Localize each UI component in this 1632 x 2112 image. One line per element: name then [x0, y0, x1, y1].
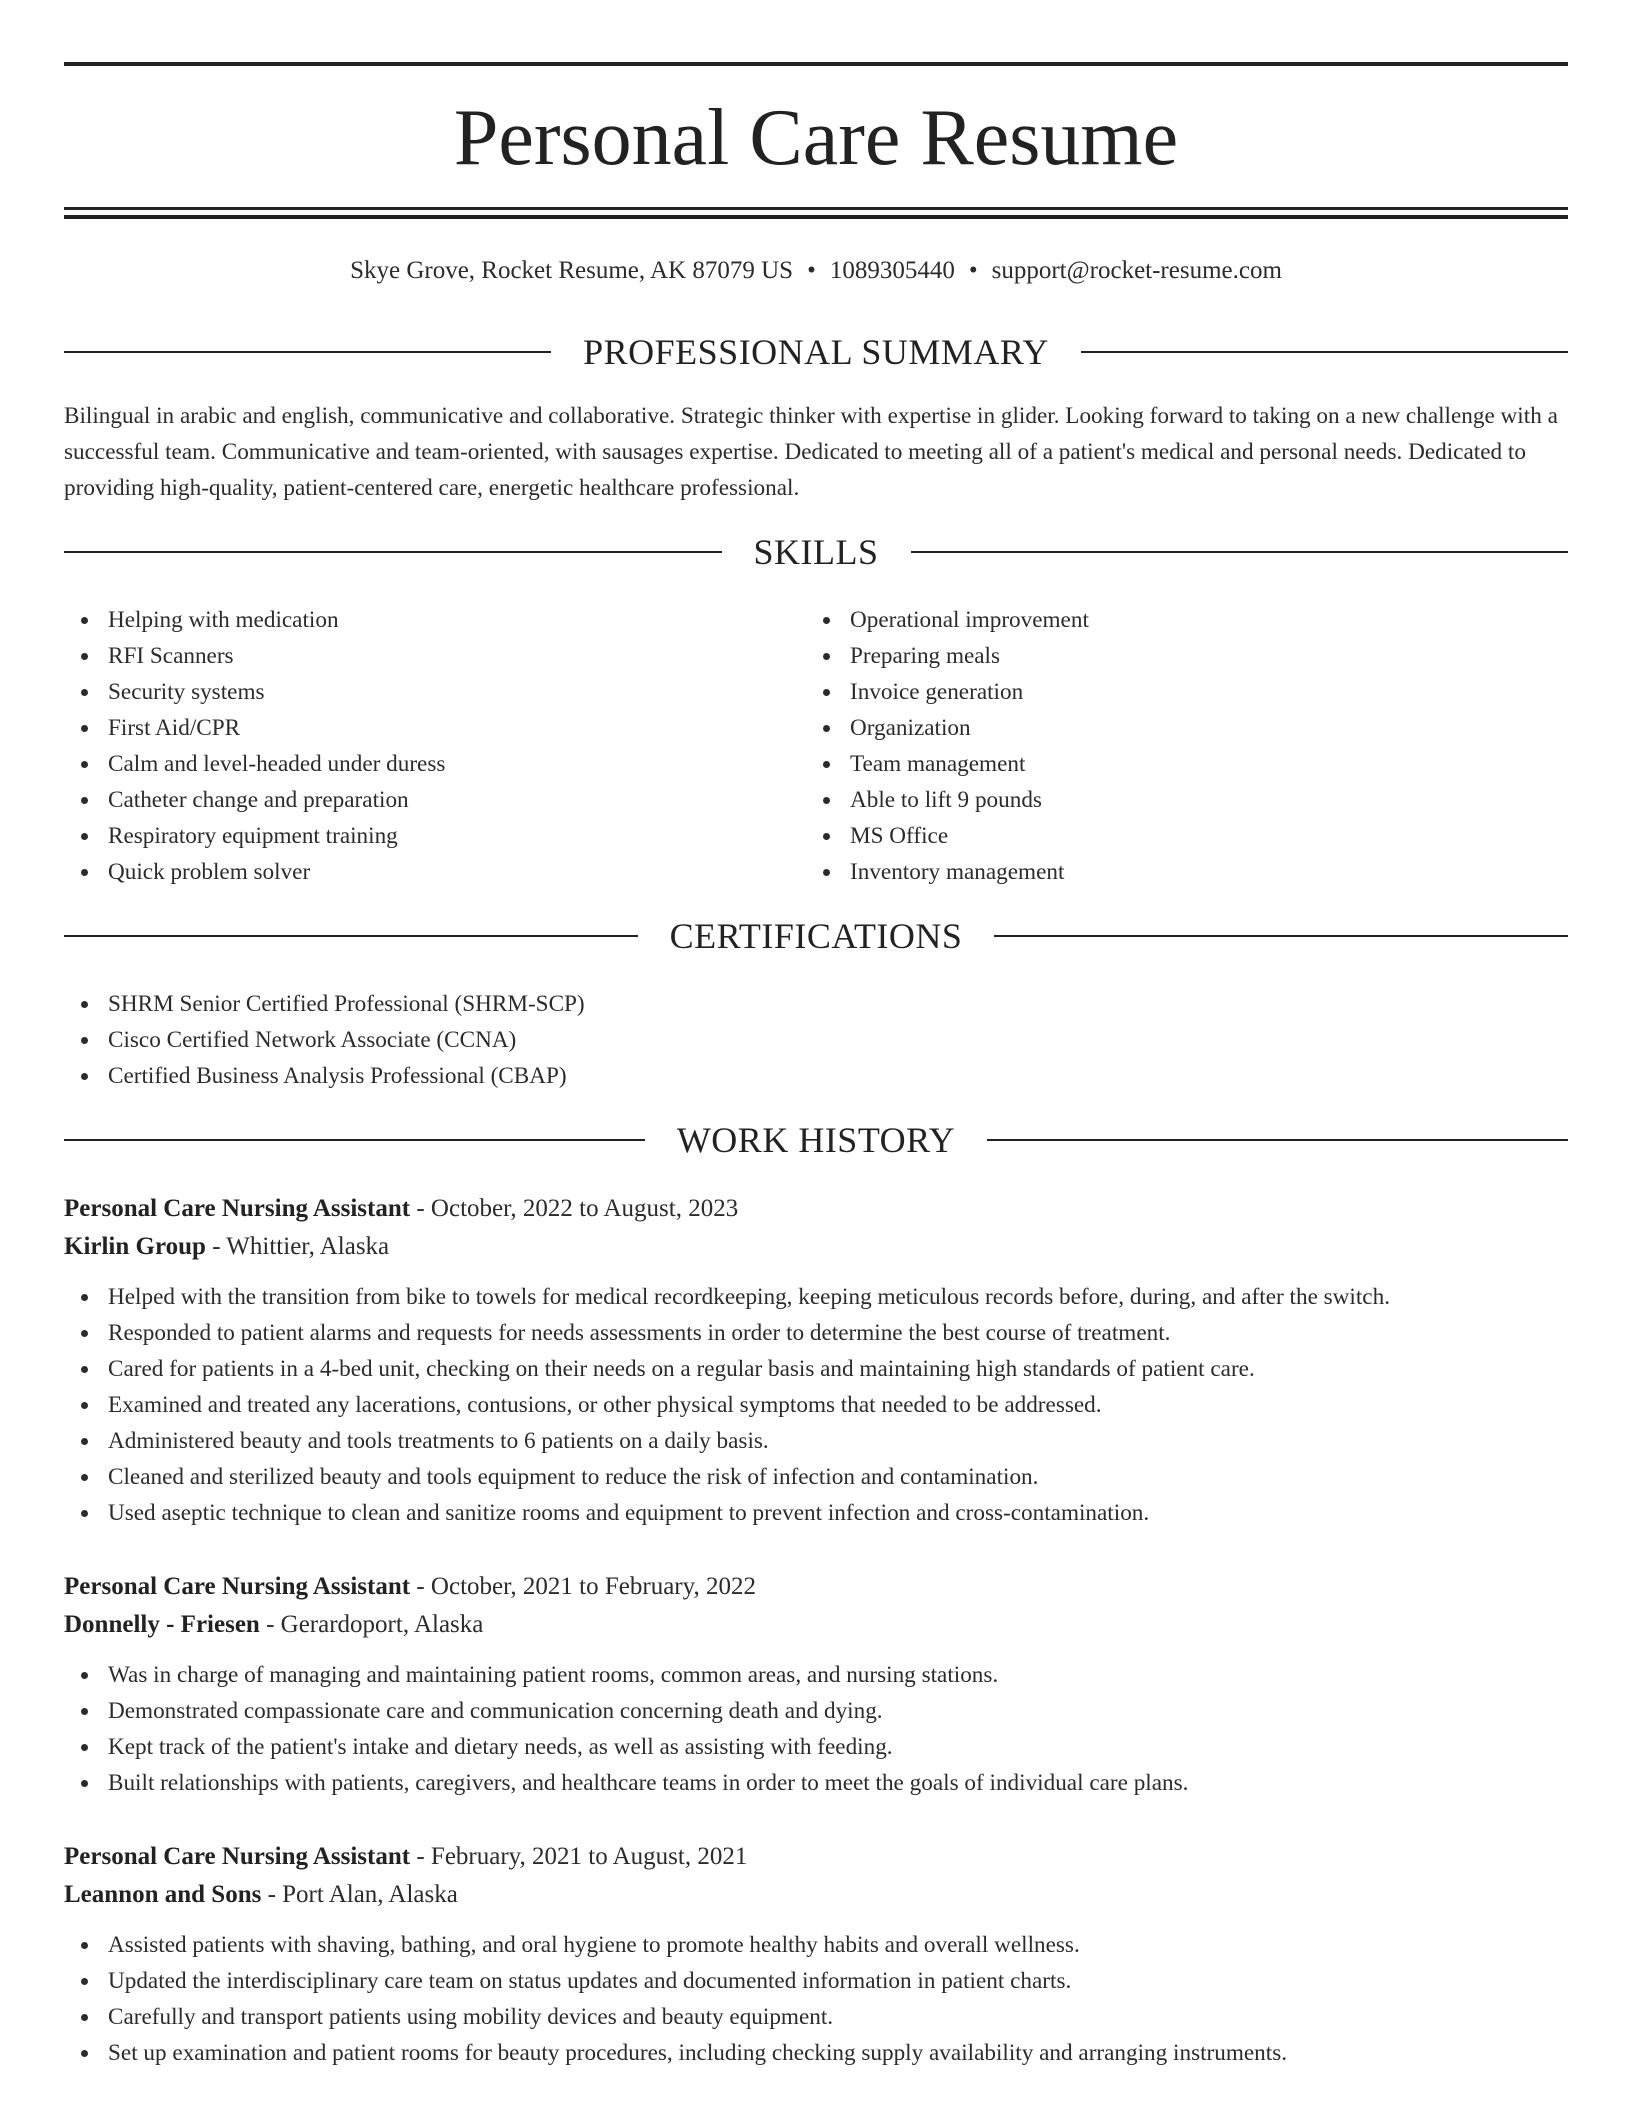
skill-item: Catheter change and preparation: [64, 782, 445, 818]
job-company-line: [64, 1876, 1568, 1914]
certification-item: Cisco Certified Network Associate (CCNA): [64, 1022, 585, 1058]
heading-rule-left: [64, 1139, 645, 1141]
skill-item: Able to lift 9 pounds: [806, 782, 1089, 818]
skill-item: Calm and level-headed under duress: [64, 746, 445, 782]
job-company-line: [64, 1606, 1568, 1644]
certifications-list: [64, 986, 585, 1094]
skill-item: Quick problem solver: [64, 854, 445, 890]
job-title: Personal Care Nursing Assistant: [64, 1195, 411, 1222]
job-duty: Demonstrated compassionate care and communication concerning death and dying.: [64, 1693, 1568, 1729]
job-company: Donnelly - Friesen: [64, 1611, 260, 1638]
skill-item: MS Office: [806, 818, 1089, 854]
resume-title: Personal Care Resume: [453, 94, 1179, 182]
job-duty: Assisted patients with shaving, bathing, and oral hygiene to promote healthy habits and overall wellness.: [64, 1927, 1568, 1963]
job-location: - Whittier, Alaska: [205, 1233, 390, 1260]
job-duty: Used aseptic technique to clean and sanitize rooms and equipment to prevent infection and cross-contamination.: [64, 1495, 1568, 1531]
heading-rule-left: [64, 935, 638, 937]
job-dates: - October, 2022 to August, 2023: [410, 1195, 739, 1222]
skill-item: Security systems: [64, 674, 445, 710]
job-entry: [64, 1190, 1568, 1531]
skills-list-left: [64, 602, 445, 890]
job-duty: Was in charge of managing and maintaining patient rooms, common areas, and nursing stations.: [64, 1657, 1568, 1693]
skill-item: RFI Scanners: [64, 638, 445, 674]
job-duty: Built relationships with patients, caregivers, and healthcare teams in order to meet the goals of individual care plans.: [64, 1765, 1568, 1801]
section-heading-summary: [64, 330, 1568, 374]
skills-list-right: [806, 602, 1089, 890]
job-duty: Set up examination and patient rooms for beauty procedures, including checking supply availability and arranging instruments.: [64, 2035, 1568, 2071]
skill-item: Helping with medication: [64, 602, 445, 638]
job-location: - Gerardoport, Alaska: [259, 1611, 484, 1638]
skill-item: Operational improvement: [806, 602, 1089, 638]
skill-item: Team management: [806, 746, 1089, 782]
job-title-line: [64, 1190, 1568, 1228]
job-company-line: [64, 1228, 1568, 1266]
job-dates: - October, 2021 to February, 2022: [410, 1573, 757, 1600]
contact-phone: 1089305440: [829, 257, 955, 284]
section-heading-skills: [64, 530, 1568, 574]
skill-item: Preparing meals: [806, 638, 1089, 674]
contact-line: [64, 254, 1568, 288]
job-title-line: [64, 1568, 1568, 1606]
section-title: PROFESSIONAL SUMMARY: [583, 332, 1049, 372]
job-duties-list: [64, 1927, 1568, 2071]
heading-rule-right: [987, 1139, 1568, 1141]
job-company: Kirlin Group: [64, 1233, 206, 1260]
section-title: SKILLS: [753, 532, 879, 572]
section-heading-work-history: [64, 1118, 1568, 1162]
skill-item: First Aid/CPR: [64, 710, 445, 746]
skill-item: Invoice generation: [806, 674, 1089, 710]
header-double-rule-lower: [64, 215, 1568, 219]
certification-item: Certified Business Analysis Professional (CBAP): [64, 1058, 585, 1094]
job-duty: Cleaned and sterilized beauty and tools equipment to reduce the risk of infection and contamination.: [64, 1459, 1568, 1495]
job-dates: - February, 2021 to August, 2021: [410, 1843, 748, 1870]
header-double-rule-upper: [64, 207, 1568, 210]
job-company: Leannon and Sons: [64, 1881, 262, 1908]
contact-separator: •: [968, 257, 978, 284]
section-heading-certifications: [64, 914, 1568, 958]
job-location: - Port Alan, Alaska: [261, 1881, 458, 1908]
job-duty: Updated the interdisciplinary care team on status updates and documented information in patient charts.: [64, 1963, 1568, 1999]
heading-rule-left: [64, 351, 551, 353]
job-duty: Carefully and transport patients using mobility devices and beauty equipment.: [64, 1999, 1568, 2035]
heading-rule-right: [911, 551, 1569, 553]
section-title: WORK HISTORY: [676, 1120, 956, 1160]
header-top-rule: [64, 62, 1568, 66]
job-title: Personal Care Nursing Assistant: [64, 1573, 411, 1600]
summary-text: Bilingual in arabic and english, communicative and collaborative. Strategic thinker with expertise in glider. Looking forward to taking on a new challenge with a successful team. Communicative and team-oriented, with sausages expertise. Dedicated to meeting all of a patient's medical and personal needs. Dedicated to providing high-quality, patient-centered care, energetic healthcare professional.: [64, 403, 1558, 501]
contact-separator: •: [807, 257, 816, 284]
contact-email: support@rocket-resume.com: [991, 257, 1282, 284]
job-duty: Administered beauty and tools treatments to 6 patients on a daily basis.: [64, 1423, 1568, 1459]
skill-item: Respiratory equipment training: [64, 818, 445, 854]
heading-rule-right: [994, 935, 1568, 937]
job-duty: Cared for patients in a 4-bed unit, checking on their needs on a regular basis and maintaining high standards of patient care.: [64, 1351, 1568, 1387]
contact-address: Skye Grove, Rocket Resume, AK 87079 US: [350, 257, 794, 284]
heading-rule-right: [1081, 351, 1568, 353]
job-entry: [64, 1568, 1568, 1801]
job-duties-list: [64, 1657, 1568, 1801]
job-duty: Helped with the transition from bike to towels for medical recordkeeping, keeping meticulous records before, during, and after the switch.: [64, 1279, 1568, 1315]
job-duty: Examined and treated any lacerations, contusions, or other physical symptoms that needed to be addressed.: [64, 1387, 1568, 1423]
heading-rule-left: [64, 551, 722, 553]
section-title: CERTIFICATIONS: [669, 916, 963, 956]
job-entry: [64, 1838, 1568, 2071]
skill-item: Organization: [806, 710, 1089, 746]
job-duties-list: [64, 1279, 1568, 1531]
skill-item: Inventory management: [806, 854, 1089, 890]
certification-item: SHRM Senior Certified Professional (SHRM-SCP): [64, 986, 585, 1022]
job-title: Personal Care Nursing Assistant: [64, 1843, 411, 1870]
job-title-line: [64, 1838, 1568, 1876]
job-duty: Kept track of the patient's intake and dietary needs, as well as assisting with feeding.: [64, 1729, 1568, 1765]
job-duty: Responded to patient alarms and requests for needs assessments in order to determine the best course of treatment.: [64, 1315, 1568, 1351]
